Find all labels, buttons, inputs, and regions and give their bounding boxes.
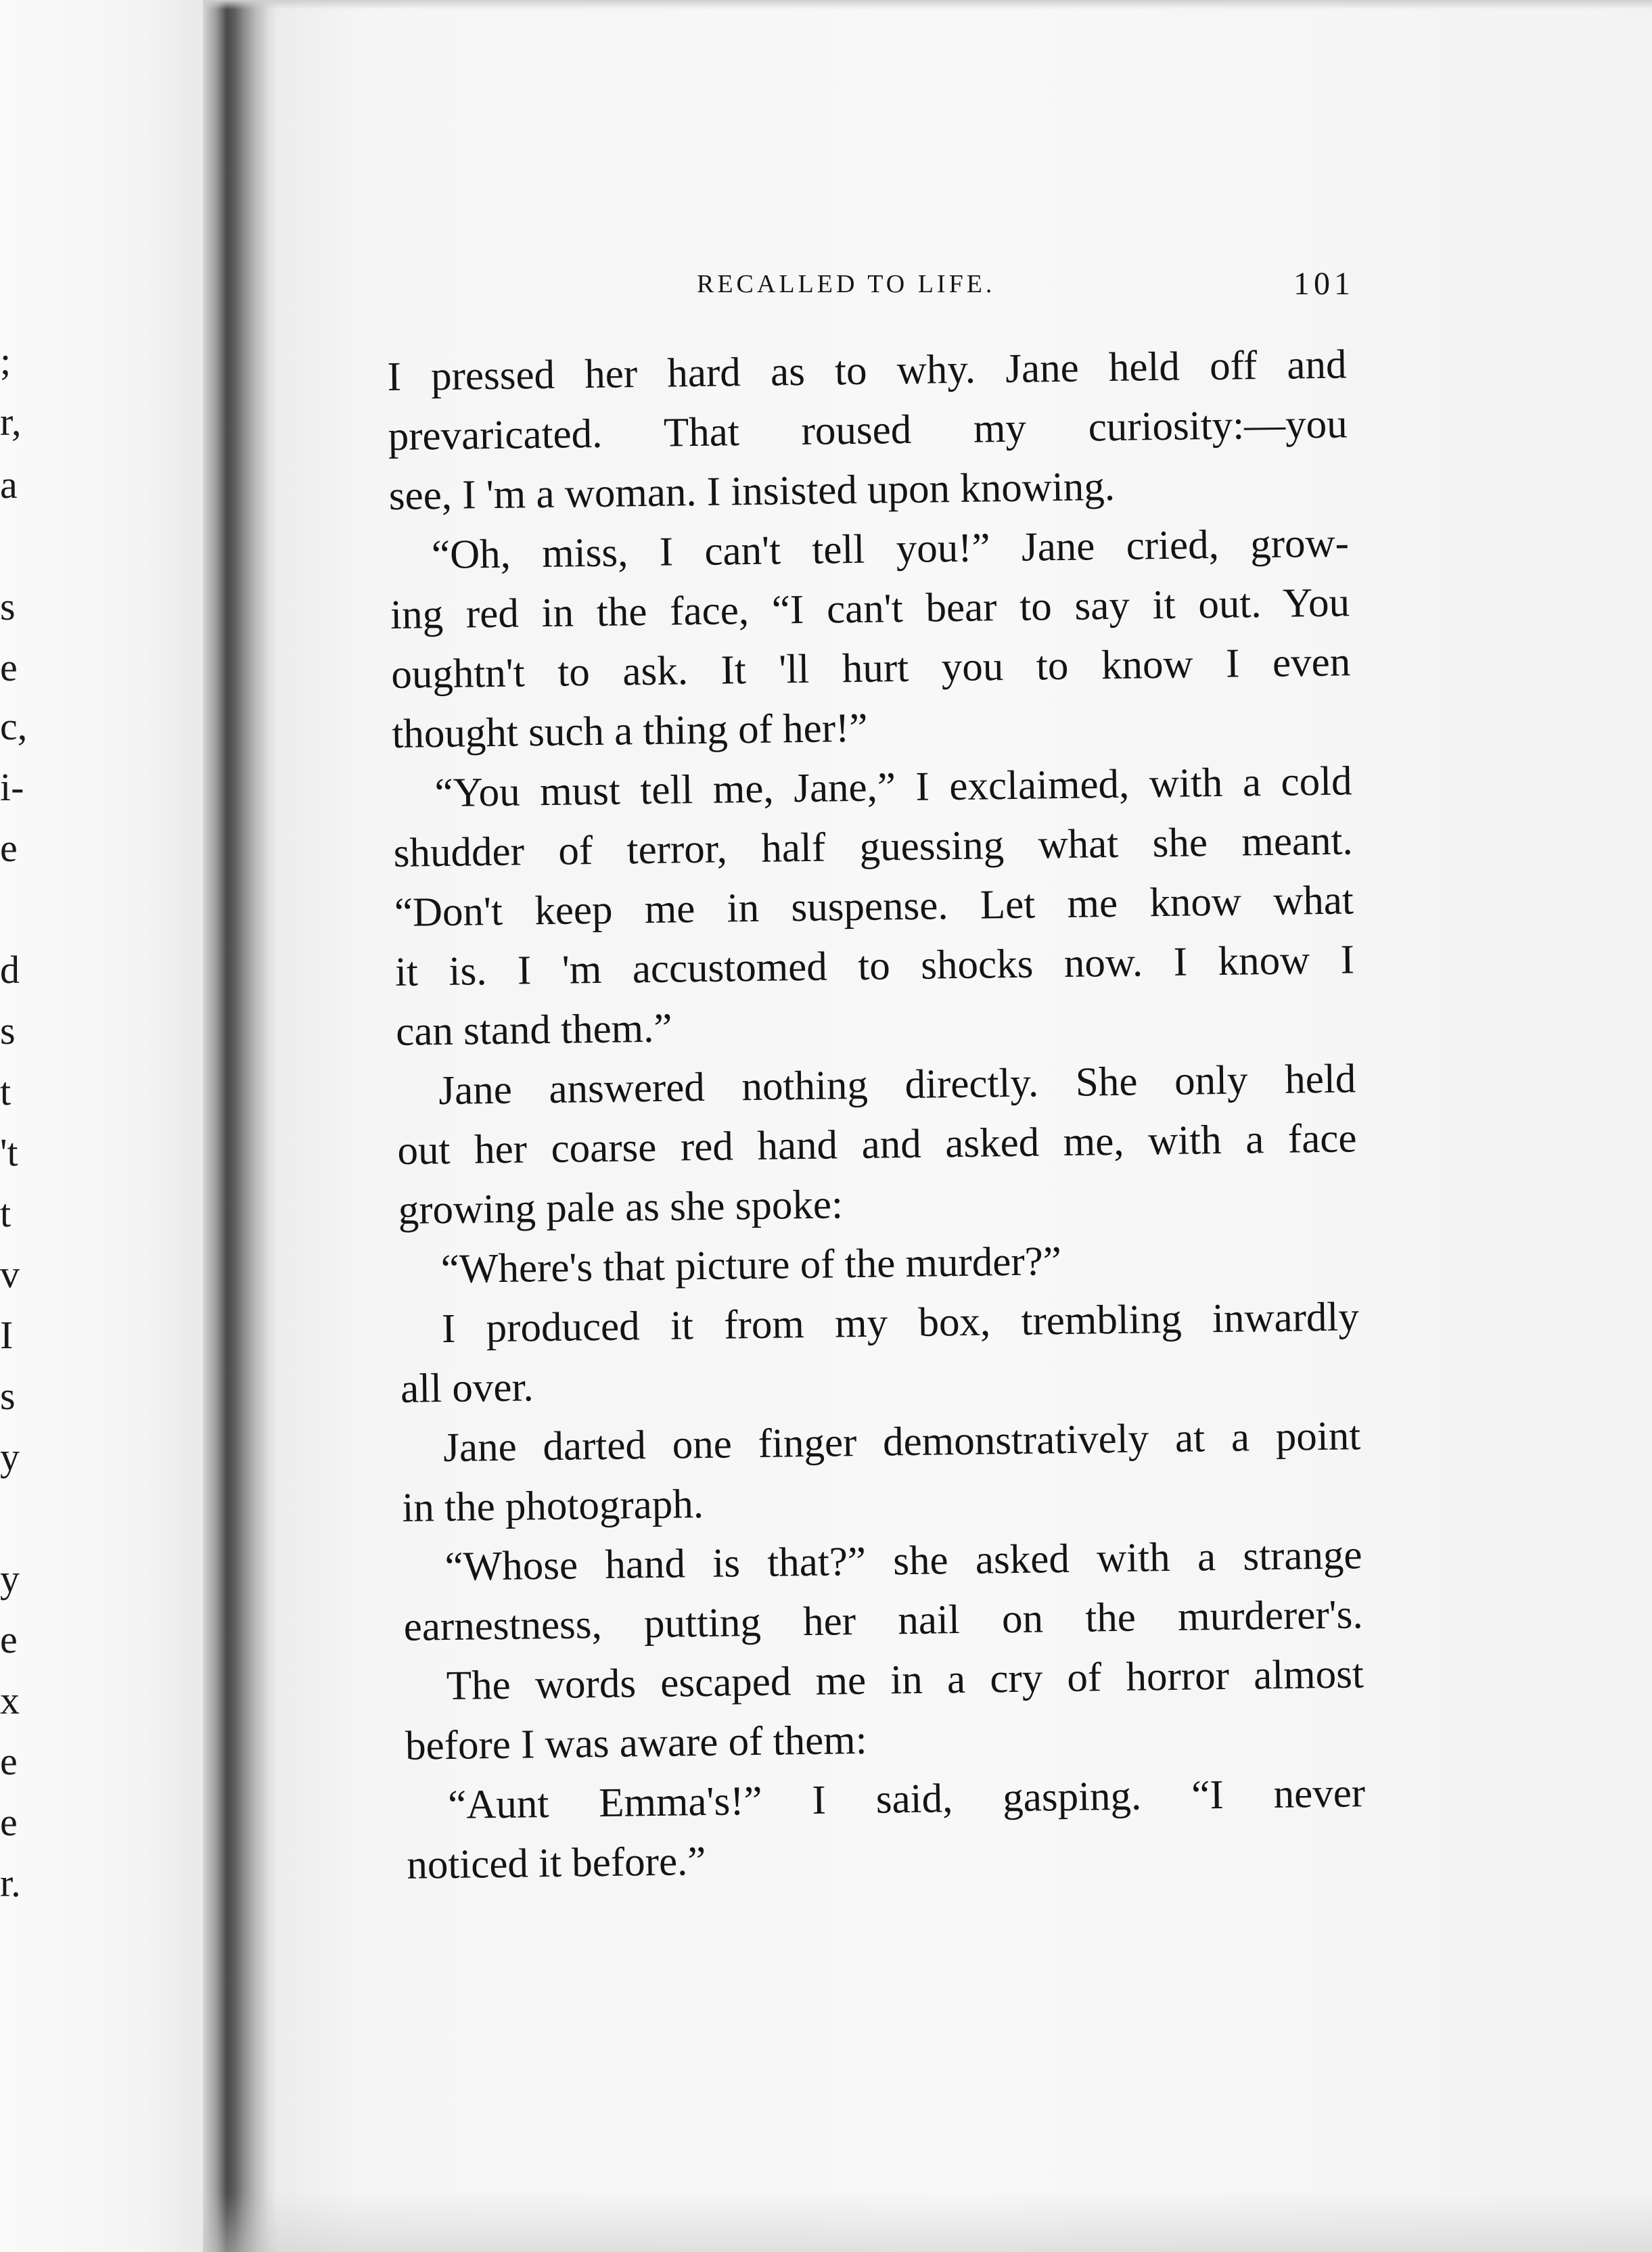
text-line: prevaricated. That roused my curiosity:—you xyxy=(388,401,1348,459)
text-line: “Don't keep me in suspense. Let me know what xyxy=(394,877,1354,936)
text-line: “Where's that picture of the murder?” xyxy=(440,1239,1062,1293)
left-fragment: s xyxy=(0,1374,16,1418)
text-line: see, I 'm a woman. I insisted upon knowing. xyxy=(388,463,1116,519)
text-line: in the photograph. xyxy=(402,1481,704,1531)
left-fragment: c, xyxy=(0,704,28,748)
left-fragment: x xyxy=(0,1678,20,1722)
left-fragment: i- xyxy=(0,765,24,809)
text-line: oughtn't to ask. It 'll hurt you to know I even xyxy=(390,639,1351,697)
left-fragment: e xyxy=(0,645,18,689)
text-line: shudder of terror, half guessing what she meant. xyxy=(393,818,1354,876)
text-line: it is. I 'm accustomed to shocks now. I know I xyxy=(394,937,1355,995)
left-fragment: a xyxy=(0,463,18,507)
page-bottom-edge xyxy=(203,2191,1652,2252)
left-page-line-endings xyxy=(0,0,203,2252)
text-line: Jane darted one finger demonstratively at a point xyxy=(442,1413,1361,1471)
text-line: I pressed her hard as to why. Jane held off and xyxy=(387,342,1347,400)
left-fragment: 't xyxy=(0,1130,18,1174)
text-line: thought such a thing of her!” xyxy=(392,705,868,757)
left-fragment: v xyxy=(0,1252,20,1296)
text-line: “Oh, miss, I can't tell you!” Jane cried, grow- xyxy=(431,520,1350,578)
running-head: RECALLED TO LIFE. xyxy=(697,270,996,298)
text-line: earnestness, putting her nail on the murderer's. xyxy=(403,1592,1364,1650)
text-line: ing red in the face, “I can't bear to say it out. You xyxy=(390,580,1350,638)
body-text xyxy=(387,335,1367,1895)
text-line: growing pale as she spoke: xyxy=(398,1182,844,1233)
text-line: noticed it before.” xyxy=(406,1839,706,1888)
left-fragment: d xyxy=(0,948,20,992)
book-gutter-shadow xyxy=(203,0,277,2252)
text-line: The words escaped me in a cry of horror almost xyxy=(446,1651,1364,1709)
text-line: “You must tell me, Jane,” I exclaimed, with a cold xyxy=(434,758,1352,817)
left-fragment: r, xyxy=(0,400,22,444)
page-top-edge xyxy=(203,0,1652,9)
left-fragment: t xyxy=(0,1070,12,1113)
text-line: I produced it from my box, trembling inwardly xyxy=(441,1294,1360,1352)
left-fragment: e xyxy=(0,1800,18,1844)
page-number: 101 xyxy=(1293,266,1354,302)
left-fragment: e xyxy=(0,826,18,870)
text-line: all over. xyxy=(400,1364,534,1412)
left-fragment: s xyxy=(0,1009,16,1053)
text-line: Jane answered nothing directly. She only held xyxy=(438,1056,1356,1114)
left-fragment: s xyxy=(0,584,16,628)
left-fragment: y xyxy=(0,1435,20,1479)
text-line: out her coarse red hand and asked me, with a face xyxy=(397,1116,1357,1174)
text-line: “Aunt Emma's!” I said, gasping. “I never xyxy=(447,1770,1366,1829)
left-fragment: r. xyxy=(0,1861,21,1905)
left-fragment: t xyxy=(0,1191,12,1235)
text-line: “Whose hand is that?” she asked with a strange xyxy=(444,1532,1362,1590)
left-fragment: ; xyxy=(0,339,12,383)
left-fragment: e xyxy=(0,1739,18,1783)
text-line: before I was aware of them: xyxy=(405,1717,867,1769)
left-fragment: y xyxy=(0,1557,20,1601)
left-fragment: I xyxy=(0,1313,14,1357)
text-line: can stand them.” xyxy=(395,1005,672,1055)
left-fragment: e xyxy=(0,1617,18,1661)
